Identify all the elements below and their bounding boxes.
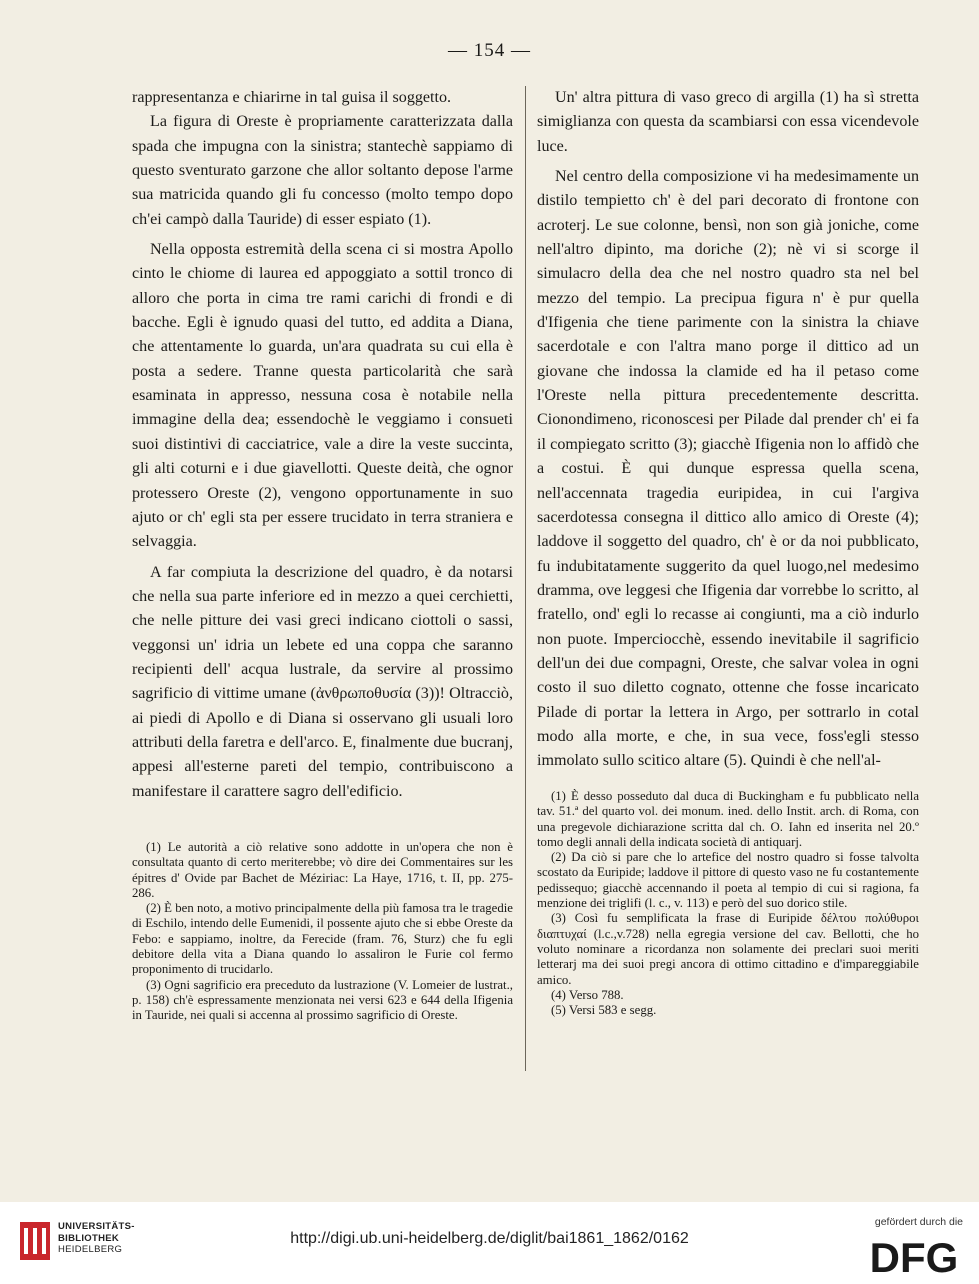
- left-paragraph-1: rappresentanza e chiarirne in tal guisa il soggetto.: [132, 89, 452, 106]
- footnote: (3) Così fu semplificata la frase di Euripide δέλτου πολύθυροι διαπτυχαί (l.c.,v.728) nella egregia versione del cav. Bellotti, che ho voluto nominare a ricordanza non solamente dei preclari suoi meriti letterarj ma dei suoi pregi ancora di ottimo cittadino e d'impareggiabile amico.: [537, 911, 919, 987]
- footnote: (1) Le autorità a ciò relative sono addotte in un'opera che non è consultata quanto di certo meriterebbe; vò dire dei Commentaires sur les épitres d' Ovide par Bachet de Méziriac: La Haye, 1716, t. II, pp. 275-286.: [132, 840, 513, 900]
- right-column: [537, 86, 919, 774]
- footnote: (4) Verso 788.: [551, 987, 624, 1002]
- left-paragraph-4: A far compiuta la descrizione del quadro, è da notarsi che nella sua parte inferiore ed in mezzo a quei cerchietti, che nelle pitture dei vasi greci indicano ciottoli o sassi, veggonsi un' idria un lebete ed una coppa che saranno recipienti dell' acqua lustrale, da servire al prossimo sagrificio di vittime umane (ἀνθρωποθυσία (3))! Oltracciò, ai piedi di Apollo e di Diana si osservano gli usuali loro attributi della faretra e dell'arco. E, finalmente due bucranj, appesi all'esterne pareti del tempio, contribuiscono a manifestare il carattere sagro dell'edificio.: [132, 563, 513, 800]
- funded-by-label: gefördert durch die: [874, 1216, 963, 1228]
- source-url-link[interactable]: http://digi.ub.uni-heidelberg.de/diglit/bai1861_1862/0162: [290, 1230, 689, 1247]
- footnote: (2) Da ciò si pare che lo artefice del nostro quadro si fosse talvolta scostato da Euripide; laddove il pittore di questo vaso ne fu costantemente pedissequo; giacchè accennando il poeta al tempio di cui si ragiona, fa menzione dei triglifi (l. c., v. 113) e però del suo dorico stile.: [537, 850, 919, 911]
- left-footnotes: [132, 840, 513, 1024]
- right-paragraph-2: Nel centro della composizione vi ha medesimamente un distilo tempietto ch' è del pari decorato di frontone con acroterj. Le sue colonne, bensì, non son già joniche, come nell'altro dipinto, ma doriche (2); nè vi si scorge il simulacro della dea che nel nostro quadro sta nel bel mezzo del tempio. La precipua figura n' è pur quella d'Ifigenia che tiene parimente con la sinistra la chiave sacerdotale e con l'altra mano porge il dittico ad un giovane che indossa la clamide ed ha il petaso come l'Oreste nella pittura precedentemente descritta. Cionondimeno, riconoscesi per Pilade dal prender ch' ei fa il compiegato scritto (3); giacchè Ifigenia non lo affidò che a costui. È qui dunque espressa quella scena, nell'accennata tragedia euripidea, in cui l'argiva sacerdotessa consegna il dittico allo amico di Oreste (4); laddove il soggetto del quadro, ch' è or da noi pubblicato, fu indubitatamente suggerito da quel luogo,nel medesimo dramma, ove leggesi che Ifigenia dar vorrebbe lo scritto, al fratello, ond' egli lo recasse ai congiunti, ma a ciò indurlo non puote. Imperciocchè, essendo inevitabile il sagrificio dell'un dei due compagni, Oreste, che salvar volea in ogni costo il suo diletto cognato, ottenne che fosse incaricato Pilade di portar la lettera in Argo, per sottrarlo in cotal modo alla morte, e che, in sua vece, foss'egli stesso immolato sullo scitico altare (5). Quindi è che nell'al-: [537, 168, 919, 770]
- footnote: (2) È ben noto, a motivo principalmente della più famosa tra le tragedie di Eschilo, intendo delle Eumenidi, il possente ajuto che si ebbe Oreste da Febo: e sappiamo, inoltre, da Ferecide (fram. 76, Sturz) che fu egli debitore della vita a Diana quando lo assaliron le Furie col fermo proponimento di trucidarlo.: [132, 901, 513, 977]
- dfg-logo-text: DFG: [869, 1234, 959, 1278]
- footnote: (3) Ogni sagrificio era preceduto da lustrazione (V. Lomeier de lustrat., p. 158) ch'è espressamente menzionata nei versi 623 e 644 della Ifigenia in Tauride, nei quali si accenna al prossimo sagrificio di Oreste.: [132, 977, 513, 1023]
- footer-bar: [0, 1202, 979, 1284]
- dfg-logo-icon: [865, 1234, 963, 1278]
- right-footnotes: [537, 789, 919, 1018]
- left-paragraph-3: Nella opposta estremità della scena ci si mostra Apollo cinto le chiome di laurea ed appoggiato a sottil tronco di alloro che porta in cima tre rami carichi di frondi e di bacche. Egli è ignudo quasi del tutto, ed addita a Diana, che attentamente lo guarda, un'ara quadrata su cui ella è posta a sedere. Tranne questa particolarità che sarà esaminata in appresso, nessuna cosa è notabile nella immagine della dea; essendochè le veggiamo i consueti suoi distintivi di cacciatrice, vale a dire la veste succinta, gli alti coturni e i due giavellotti. Queste deità, che ognor protessero Oreste (2), vengono opportunamente in suo ajuto or ch' egli sta per essere trucidato in terra straniera e selvaggia.: [132, 241, 513, 551]
- right-paragraph-1: Un' altra pittura di vaso greco di argilla (1) ha sì stretta simiglianza con questa da scambiarsi con essa vicendevole luce.: [537, 89, 919, 155]
- page-number: — 154 —: [448, 40, 531, 61]
- institution-line: BIBLIOTHEK: [58, 1232, 120, 1244]
- left-column: [132, 86, 513, 804]
- institution-line: UNIVERSITÄTS-: [58, 1221, 135, 1232]
- left-paragraph-2: La figura di Oreste è propriamente caratterizzata dalla spada che impugna con la sinistra; stantechè sappiamo di questo sventurato garzone che allor soltanto depose l'arme sua matricida quando gli fu concesso (molto tempo dopo ch'ei campò dalla Tauride) di esser espiato (1).: [132, 113, 513, 228]
- column-divider: [525, 86, 526, 1071]
- footnote: (1) È desso posseduto dal duca di Buckingham e fu pubblicato nella tav. 51.ª del quarto vol. dei monum. ined. dello Instit. arch. di Roma, con una pregevole dichiarazione scritta dal ch. O. Iahn ed inserita nel 20.º tomo degli annali della indicata società di antiquarj.: [537, 789, 919, 849]
- footnote: (5) Versi 583 e segg.: [551, 1003, 657, 1018]
- institution-line: HEIDELBERG: [58, 1244, 123, 1256]
